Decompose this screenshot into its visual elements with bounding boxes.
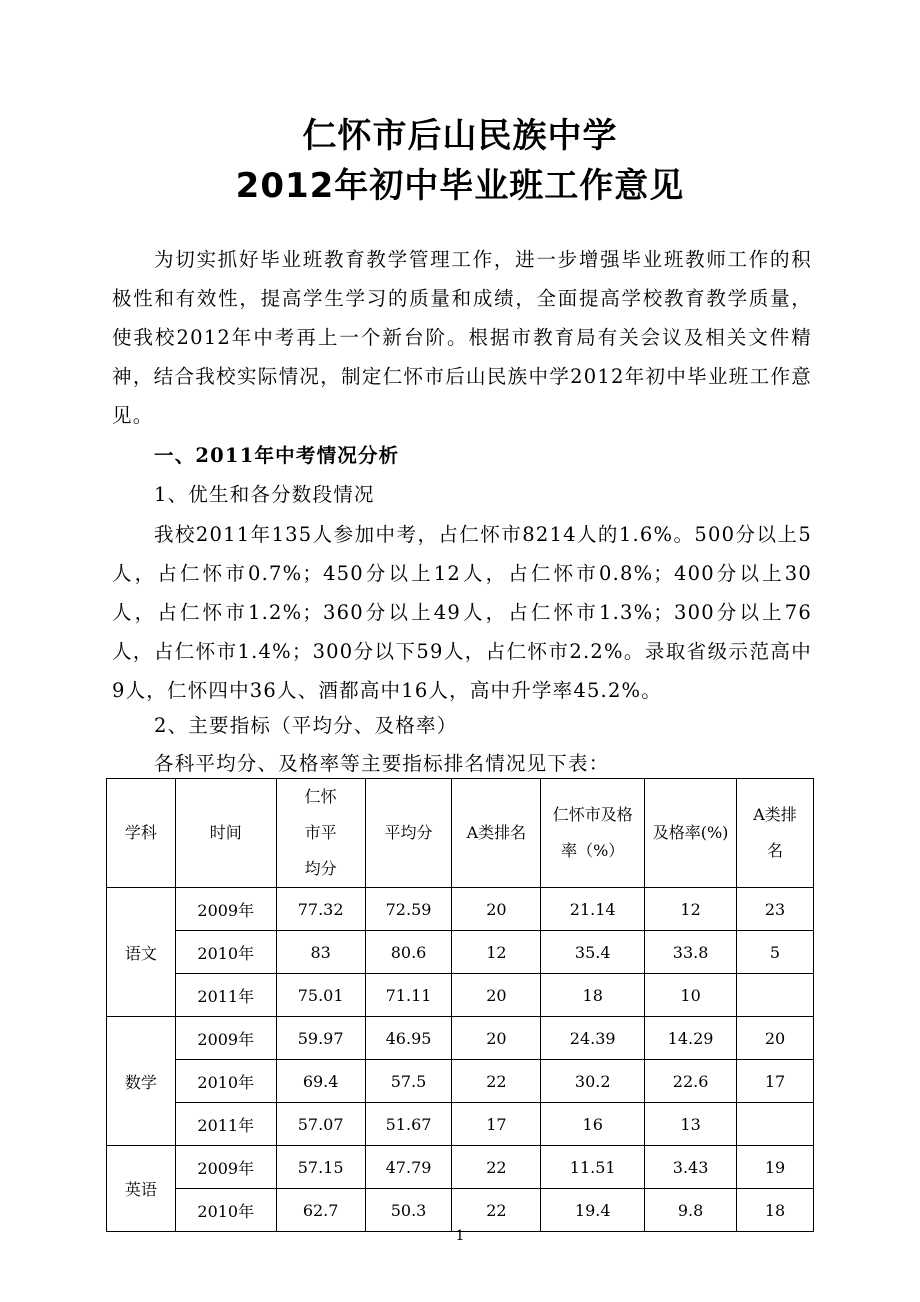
avg-cell: 80.6 [365, 931, 452, 974]
pass-cell: 3.43 [645, 1146, 737, 1189]
city-pass-cell: 24.39 [541, 1017, 645, 1060]
subsection-heading: 2、主要指标（平均分、及格率） [154, 714, 458, 737]
section-heading: 一、2011年中考情况分析 [154, 444, 400, 467]
year-cell: 2011年 [175, 974, 276, 1017]
header-rank-a2: A类排名 [737, 779, 814, 888]
rank-a-cell: 22 [452, 1189, 541, 1232]
rank-a2-cell: 20 [737, 1017, 814, 1060]
rank-a-cell: 22 [452, 1146, 541, 1189]
table-header-row [107, 779, 814, 888]
rank-a2-cell [737, 1103, 814, 1146]
pass-cell: 14.29 [645, 1017, 737, 1060]
avg-cell: 57.5 [365, 1060, 452, 1103]
rank-a-cell: 22 [452, 1060, 541, 1103]
subject-cell: 英语 [107, 1146, 176, 1232]
table-row [107, 888, 814, 931]
header-pass: 及格率(%) [645, 779, 737, 888]
year-cell: 2011年 [175, 1103, 276, 1146]
city-pass-cell: 18 [541, 974, 645, 1017]
rank-a-cell: 20 [452, 1017, 541, 1060]
intro-paragraph: 为切实抓好毕业班教育教学管理工作，进一步增强毕业班教师工作的积极性和有效性，提高学生学习的质量和成绩，全面提高学校教育教学质量，使我校2012年中考再上一个新台阶。根据市教育局有关会议及相关文件精神，结合我校实际情况，制定仁怀市后山民族中学2012年初中毕业班工作意见。 [112, 248, 812, 427]
header-city-avg: 仁怀市平均分 [276, 779, 365, 888]
year-cell: 2010年 [175, 1060, 276, 1103]
pass-cell: 10 [645, 974, 737, 1017]
year-cell: 2010年 [175, 1189, 276, 1232]
city-pass-cell: 21.14 [541, 888, 645, 931]
table-row [107, 1103, 814, 1146]
year-cell: 2009年 [175, 1017, 276, 1060]
header-avg: 平均分 [365, 779, 452, 888]
rank-a2-cell: 5 [737, 931, 814, 974]
city-avg-cell: 57.07 [276, 1103, 365, 1146]
header-rank-a: A类排名 [452, 779, 541, 888]
rank-a2-cell [737, 974, 814, 1017]
rank-a2-cell: 17 [737, 1060, 814, 1103]
rank-a-cell: 17 [452, 1103, 541, 1146]
table-row [107, 1189, 814, 1232]
pass-cell: 9.8 [645, 1189, 737, 1232]
city-avg-cell: 62.7 [276, 1189, 365, 1232]
city-avg-cell: 57.15 [276, 1146, 365, 1189]
city-pass-cell: 11.51 [541, 1146, 645, 1189]
rank-a-cell: 20 [452, 888, 541, 931]
subsection-heading: 1、优生和各分数段情况 [154, 483, 375, 506]
city-avg-cell: 59.97 [276, 1017, 365, 1060]
year-cell: 2010年 [175, 931, 276, 974]
table-intro: 各科平均分、及格率等主要指标排名情况见下表： [154, 752, 610, 775]
year-cell: 2009年 [175, 1146, 276, 1189]
rank-a2-cell: 23 [737, 888, 814, 931]
table-row [107, 1017, 814, 1060]
city-avg-cell: 83 [276, 931, 365, 974]
rank-a2-cell: 19 [737, 1146, 814, 1189]
page-number: 1 [455, 1228, 465, 1244]
rank-a-cell: 12 [452, 931, 541, 974]
city-pass-cell: 16 [541, 1103, 645, 1146]
city-avg-cell: 75.01 [276, 974, 365, 1017]
table-row [107, 1146, 814, 1189]
year-cell: 2009年 [175, 888, 276, 931]
pass-cell: 12 [645, 888, 737, 931]
doc-title-line1: 仁怀市后山民族中学 [302, 116, 618, 156]
rank-a2-cell: 18 [737, 1189, 814, 1232]
avg-cell: 71.11 [365, 974, 452, 1017]
avg-cell: 51.67 [365, 1103, 452, 1146]
header-subject: 学科 [107, 779, 176, 888]
indicator-table [106, 778, 814, 1232]
rank-a-cell: 20 [452, 974, 541, 1017]
avg-cell: 72.59 [365, 888, 452, 931]
city-pass-cell: 35.4 [541, 931, 645, 974]
avg-cell: 46.95 [365, 1017, 452, 1060]
table-row [107, 974, 814, 1017]
city-avg-cell: 77.32 [276, 888, 365, 931]
avg-cell: 50.3 [365, 1189, 452, 1232]
table-row [107, 931, 814, 974]
score-analysis-paragraph: 我校2011年135人参加中考，占仁怀市8214人的1.6%。500分以上5人，占仁怀市0.7%；450分以上12人，占仁怀市0.8%；400分以上30人，占仁怀市1.2%；360分以上49人，占仁怀市1.3%；300分以上76人，占仁怀市1.4%；300分以下59人，占仁怀市2.2%。录取省级示范高中9人，仁怀四中36人、酒都高中16人，高中升学率45.2%。 [112, 523, 812, 702]
subject-cell: 语文 [107, 888, 176, 1017]
header-city-pass: 仁怀市及格率（%） [541, 779, 645, 888]
city-pass-cell: 19.4 [541, 1189, 645, 1232]
avg-cell: 47.79 [365, 1146, 452, 1189]
subject-cell: 数学 [107, 1017, 176, 1146]
header-year: 时间 [175, 779, 276, 888]
doc-title-line2: 2012年初中毕业班工作意见 [235, 166, 685, 206]
pass-cell: 33.8 [645, 931, 737, 974]
pass-cell: 13 [645, 1103, 737, 1146]
city-pass-cell: 30.2 [541, 1060, 645, 1103]
pass-cell: 22.6 [645, 1060, 737, 1103]
table-row [107, 1060, 814, 1103]
city-avg-cell: 69.4 [276, 1060, 365, 1103]
